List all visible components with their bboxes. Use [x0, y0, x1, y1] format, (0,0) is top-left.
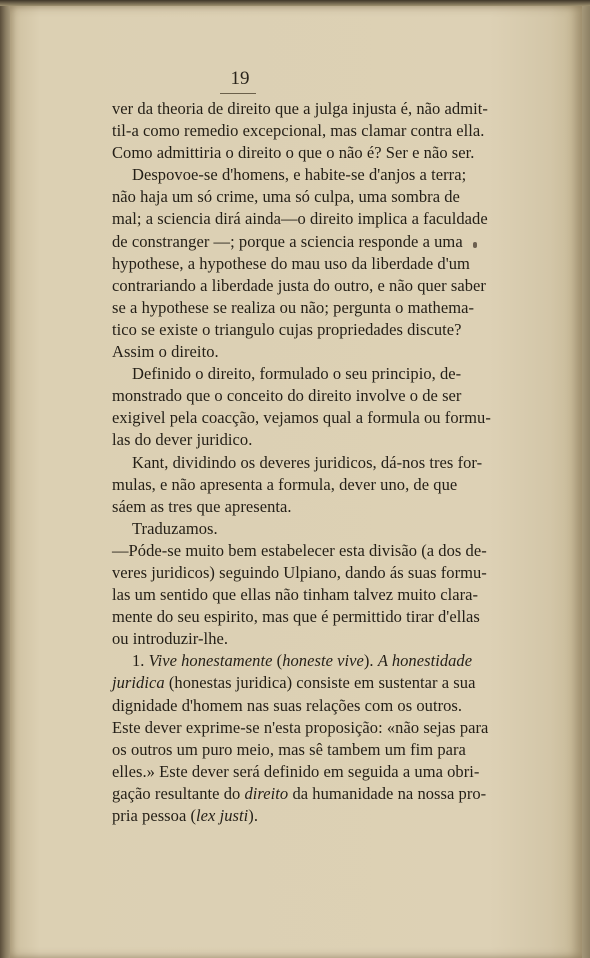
- text-line: —Póde-se muito bem estabelecer esta divisão (a dos de-: [112, 540, 487, 560]
- text-fragment: ).: [248, 806, 259, 825]
- page-number: 19: [230, 68, 250, 89]
- italic-term: A honestidade: [377, 651, 473, 671]
- text-fragment: (honestas juridica) consiste em sustentar a sua: [168, 673, 476, 693]
- text-line: mal; a sciencia dirá ainda—o direito implica a faculdade: [112, 209, 488, 229]
- text-lines: [112, 98, 491, 650]
- italic-term: Vive honestamente: [148, 651, 273, 671]
- text-line: mulas, e não apresenta a formula, dever uno, de que: [112, 474, 458, 494]
- text-line-item1-3: dignidade d'homem nas suas relações com os outros.: [112, 695, 463, 715]
- page-number-rule: [220, 93, 256, 94]
- text-line: sáem as tres que apresenta.: [112, 496, 292, 516]
- paper-blemish: [473, 242, 477, 248]
- latin-term: honeste vive: [282, 651, 364, 671]
- text-line-item1-7: [112, 783, 487, 805]
- text-line: veres juridicos) seguindo Ulpiano, dando ás suas formu-: [112, 562, 487, 582]
- text-line: las um sentido que ellas não tinham talvez muito clara-: [112, 585, 479, 605]
- text-line: não haja um só crime, uma só culpa, uma sombra de: [112, 187, 460, 207]
- text-line: ver da theoria de direito que a julga injusta é, não admit-: [112, 99, 488, 118]
- italic-term: lex justi: [196, 806, 249, 825]
- text-line: Traduzamos.: [132, 518, 218, 538]
- text-fragment: da humanidade na nossa pro-: [292, 783, 487, 803]
- text-line: contrariando a liberdade justa do outro, e não quer saber: [112, 275, 486, 295]
- italic-term: direito: [244, 783, 289, 803]
- text-line-item1-4: Este dever exprime-se n'esta proposição: «não sejas para: [112, 717, 489, 737]
- text-line-item1-8: [112, 805, 442, 827]
- text-fragment: pria pessoa (: [112, 806, 197, 825]
- text-line-item1-heading: [112, 650, 473, 672]
- text-line: tico se existe o triangulo cujas propriedades discute?: [112, 319, 462, 339]
- italic-term: juridica: [112, 673, 165, 693]
- text-line: mente do seu espirito, mas que é permittido tirar d'ellas: [112, 607, 480, 627]
- text-line: Kant, dividindo os deveres juridicos, dá-nos tres for-: [132, 452, 483, 472]
- text-line: las do dever juridico.: [112, 430, 253, 450]
- text-line: monstrado que o conceito do direito involve o de ser: [112, 386, 462, 406]
- body-text: [112, 98, 491, 827]
- text-line-item1-5: os outros um puro meio, mas sê tambem um fim para: [112, 739, 466, 759]
- text-line: til-a como remedio excepcional, mas clamar contra ella.: [112, 121, 485, 141]
- text-fragment: gação resultante do: [112, 783, 241, 803]
- text-line-item1-2: [112, 672, 476, 694]
- text-line: Assim o direito.: [112, 342, 219, 362]
- text-line: Definido o direito, formulado o seu principio, de-: [132, 364, 462, 384]
- paren-open: (: [276, 651, 283, 671]
- text-line: de constranger —; porque a sciencia responde a uma: [112, 231, 463, 251]
- text-line: hypothese, a hypothese do mau uso da liberdade d'um: [112, 253, 470, 273]
- text-line: ou introduzir-lhe.: [112, 629, 229, 649]
- text-line: Como admittiria o direito o que o não é? Ser e não ser.: [112, 143, 475, 163]
- paren-close: ).: [363, 651, 374, 671]
- text-line: se a hypothese se realiza ou não; pergunta o mathema-: [112, 297, 474, 317]
- text-line-item1-6: elles.» Este dever será definido em seguida a uma obri-: [112, 761, 480, 781]
- text-line: Despovoe-se d'homens, e habite-se d'anjos a terra;: [132, 165, 467, 185]
- text-line: exigivel pela coacção, vejamos qual a formula ou formu-: [112, 408, 491, 428]
- item-number: 1.: [132, 651, 145, 671]
